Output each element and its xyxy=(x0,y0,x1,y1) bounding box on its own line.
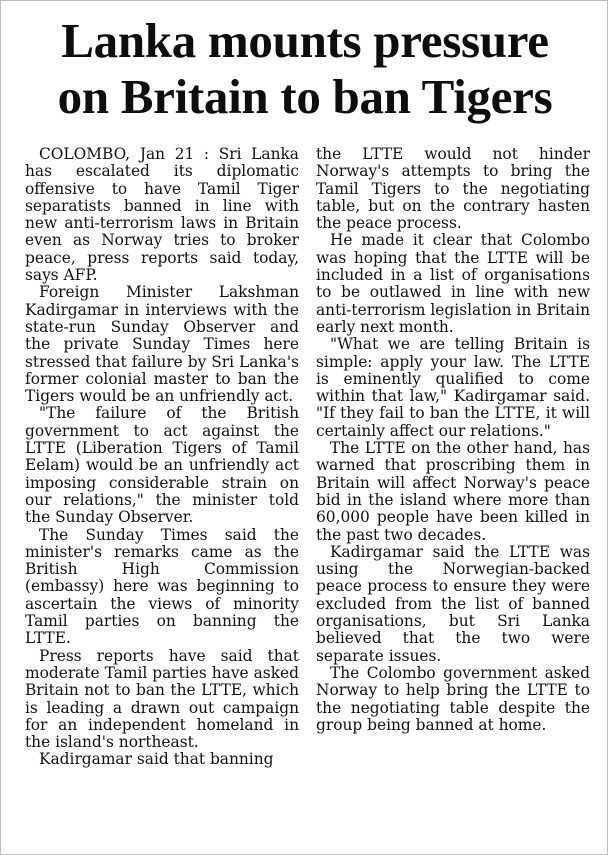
paragraph-continuation: the LTTE would not hinder Norway's attempts to bring the Tamil Tigers to the negotiating table, but on the contrary hasten the peace process. xyxy=(316,146,590,233)
headline xyxy=(11,13,599,125)
paragraph: "What we are telling Britain is simple: apply your law. The LTTE is eminently qualified to come within that law," Kadirgamar said. "If they fail to ban the LTTE, it will certainly affect our relations." xyxy=(316,335,590,440)
article-column-right xyxy=(316,146,590,848)
paragraph: "The failure of the British government to act against the LTTE (Liberation Tigers of Tamil Eelam) would be an unfriendly act imposing considerable strain on our relations," the minister told the Sunday Observer. xyxy=(25,404,299,527)
article-column-left xyxy=(25,146,299,848)
paragraph: The LTTE on the other hand, has warned that proscribing them in Britain will affect Norway's peace bid in the island where more than 60,000 people have been killed in the past two decades. xyxy=(316,439,590,544)
paragraph: COLOMBO, Jan 21 : Sri Lanka has escalated its diplomatic offensive to have Tamil Tiger separatists banned in line with new anti-terrorism laws in Britain even as Norway tries to broker peace, press reports said today, says AFP. xyxy=(25,146,299,285)
paragraph: Kadirgamar said that banning xyxy=(39,750,274,769)
paragraph: He made it clear that Colombo was hoping that the LTTE will be included in a list of organisations to be outlawed in line with new anti-terrorism legislation in Britain early next month. xyxy=(316,231,590,336)
paragraph: The Colombo government asked Norway to help bring the LTTE to the negotiating table despite the group being banned at home. xyxy=(316,663,590,734)
paragraph: Kadirgamar said the LTTE was using the Norwegian-backed peace process to ensure they were excluded from the list of banned organisations, but Sri Lanka believed that the two were separate issues. xyxy=(316,542,590,665)
headline-line-2: on Britain to ban Tigers xyxy=(57,69,553,124)
paragraph: Press reports have said that moderate Tamil parties have asked Britain not to ban the LTTE, which is leading a drawn out campaign for an independent homeland in the island's northeast. xyxy=(25,646,299,752)
paragraph: The Sunday Times said the minister's remarks came as the British High Commission (embassy) here was beginning to ascertain the views of minority Tamil parties on banning the LTTE. xyxy=(25,525,299,648)
headline-line-1: Lanka mounts pressure xyxy=(61,13,549,68)
paragraph: Foreign Minister Lakshman Kadirgamar in interviews with the state-run Sunday Observer and the private Sunday Times here stressed that failure by Sri Lanka's former colonial master to ban the Tigers would be an unfriendly act. xyxy=(25,283,299,406)
